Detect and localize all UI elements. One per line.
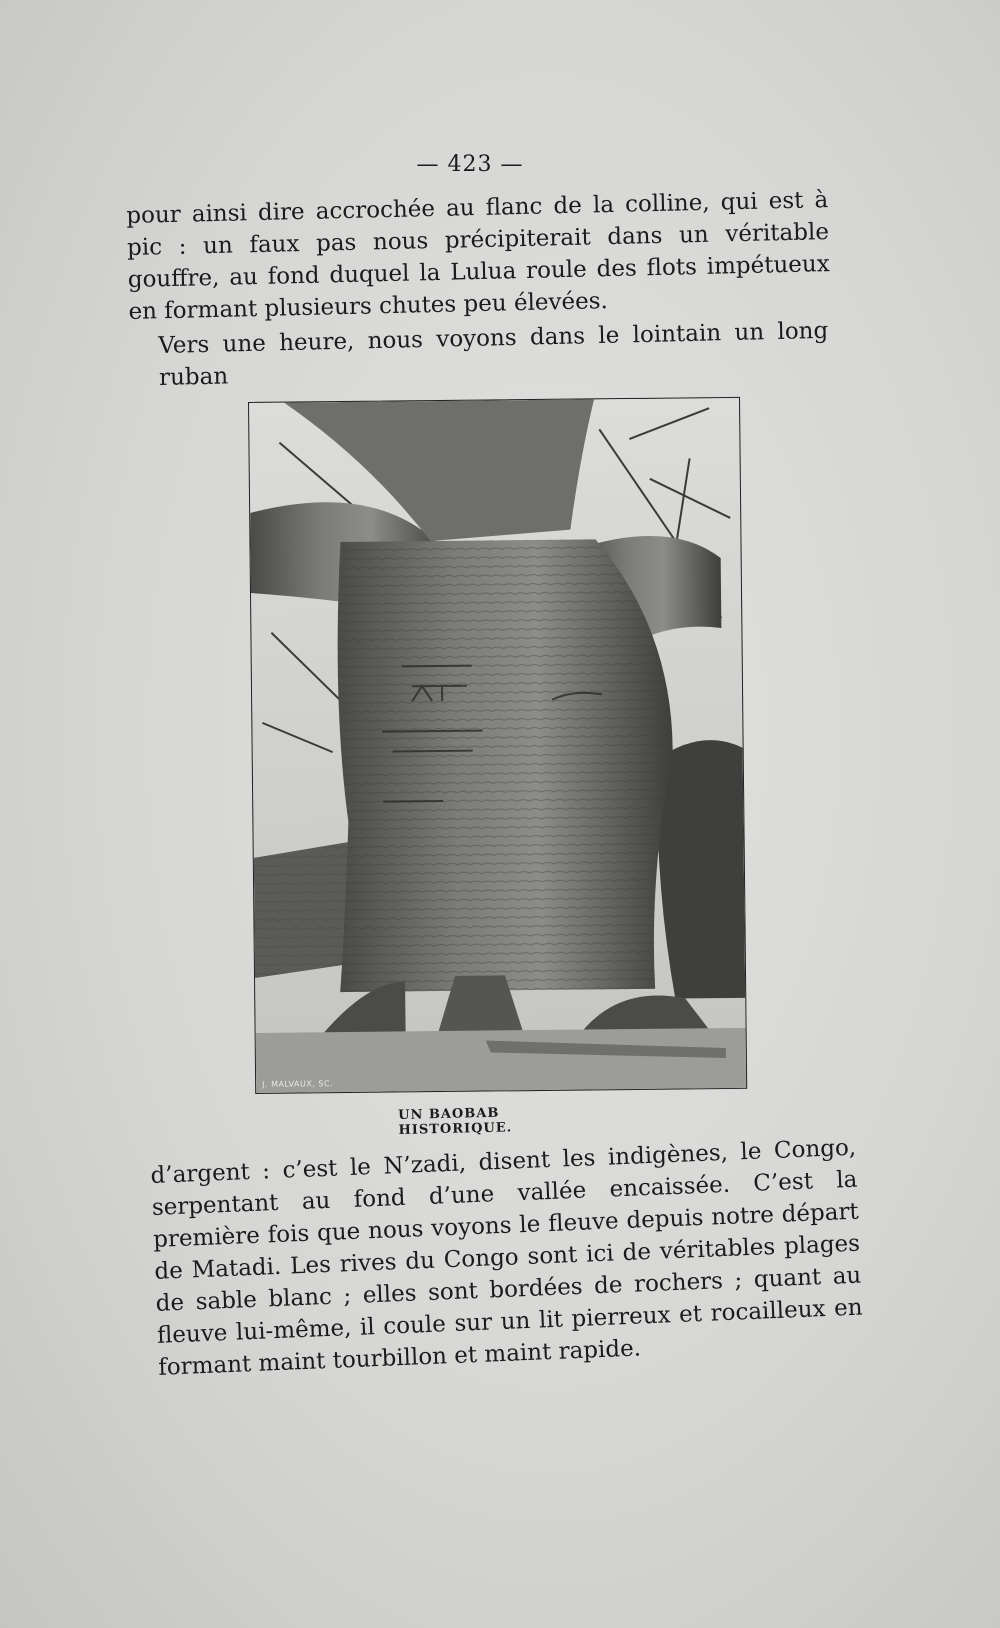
paragraph-top-continued: Vers une heure, nous voyons dans le lointain un long ruban	[158, 317, 829, 391]
baobab-tree-illustration	[249, 398, 746, 1093]
paragraph-bottom: d’argent : c’est le N’zadi, disent les indigènes, le Congo, serpentant au fond d’une vallée encaissée. C’est la première fois que nous voyons le fleuve depuis notre départ de Matadi. Les rives du Congo sont ici de véritables plages de sable blanc ; elles sont bordées de rochers ; quant au fleuve lui-même, il coule sur un lit pierreux et rocailleux en formant maint tourbillon et maint rapide.	[150, 1134, 864, 1381]
photo-caption: UN BAOBAB HISTORIQUE.	[398, 1105, 513, 1138]
page-number: — 423 —	[416, 152, 524, 177]
photo-credit: J. MALVAUX, SC.	[262, 1079, 334, 1089]
baobab-photograph	[248, 397, 747, 1094]
paragraph-top: pour ainsi dire accrochée au flanc de la colline, qui est à pic : un faux pas nous précipiterait dans un véritable gouffre, au fond duquel la Lulua roule des flots impétueux en formant plusieurs chutes peu élevées.	[126, 187, 830, 325]
